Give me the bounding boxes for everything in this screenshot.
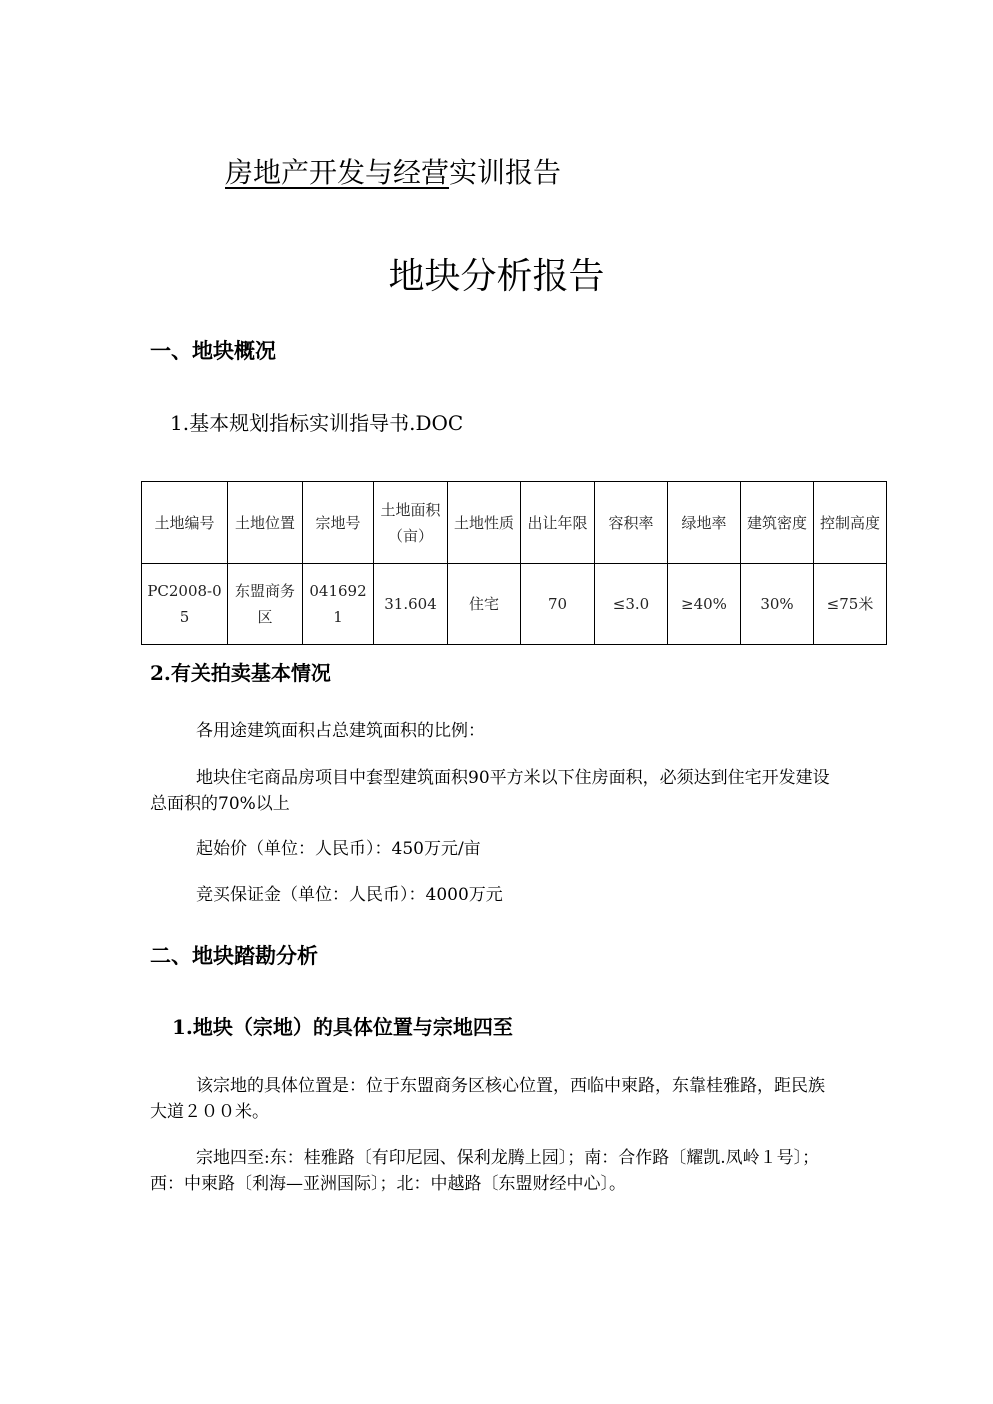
section1-heading: 一、地块概况 <box>150 338 276 363</box>
table-header-cell: 容积率 <box>595 482 668 564</box>
table-header-row <box>142 482 887 564</box>
document-title <box>225 153 561 193</box>
section1-sub1-heading: 1.基本规划指标实训指导书.DOC <box>170 411 464 435</box>
paragraph-starting-price: 起始价（单位：人民币）：450万元/亩 <box>196 839 481 859</box>
table-cell: 东盟商务区 <box>228 564 303 645</box>
table-cell: 30% <box>741 564 814 645</box>
table-header-cell: 控制高度 <box>814 482 887 564</box>
table-header-cell: 出让年限 <box>521 482 595 564</box>
section2-heading: 二、地块踏勘分析 <box>150 943 318 968</box>
document-title-rest: 实训报告 <box>449 156 562 189</box>
section1-sub2-heading: 2.有关拍卖基本情况 <box>150 661 331 685</box>
table-cell: 0416921 <box>303 564 374 645</box>
paragraph-boundaries: 宗地四至:东：桂雅路〔有印尼园、保利龙腾上园〕；南：合作路〔耀凯.凤岭１号〕；西：中柬路〔利海—亚洲国际〕；北：中越路〔东盟财经中心〕。 <box>150 1148 820 1194</box>
paragraph-deposit: 竞买保证金（单位：人民币）：4000万元 <box>196 885 503 905</box>
table-cell: 住宅 <box>448 564 521 645</box>
report-title: 地块分析报告 <box>388 256 605 297</box>
table-row <box>142 564 887 645</box>
document-title-underlined: 房地产开发与经营 <box>225 156 450 189</box>
table-header-cell: 宗地号 <box>303 482 374 564</box>
table-header-cell: 建筑密度 <box>741 482 814 564</box>
table-cell: ≤3.0 <box>595 564 668 645</box>
table-header-cell: 土地性质 <box>448 482 521 564</box>
paragraph-location: 该宗地的具体位置是：位于东盟商务区核心位置，西临中柬路，东靠桂雅路，距民族大道２００米。 <box>150 1076 825 1122</box>
table-cell: 31.604 <box>374 564 448 645</box>
section2-sub1-heading: 1.地块（宗地）的具体位置与宗地四至 <box>172 1015 513 1039</box>
table-header-cell: 土地面积（亩） <box>374 482 448 564</box>
planning-indicator-table <box>141 481 887 645</box>
table-header-cell: 绿地率 <box>668 482 741 564</box>
table-header-cell: 土地位置 <box>228 482 303 564</box>
paragraph-housing-requirement: 地块住宅商品房项目中套型建筑面积90平方米以下住房面积，必须达到住宅开发建设总面积的70%以上 <box>150 768 830 814</box>
paragraph-usage-ratio: 各用途建筑面积占总建筑面积的比例： <box>196 721 485 741</box>
table-header-cell: 土地编号 <box>142 482 228 564</box>
table-cell: ≤75米 <box>814 564 887 645</box>
table-cell: ≥40% <box>668 564 741 645</box>
table-cell: PC2008-05 <box>142 564 228 645</box>
table-cell: 70 <box>521 564 595 645</box>
